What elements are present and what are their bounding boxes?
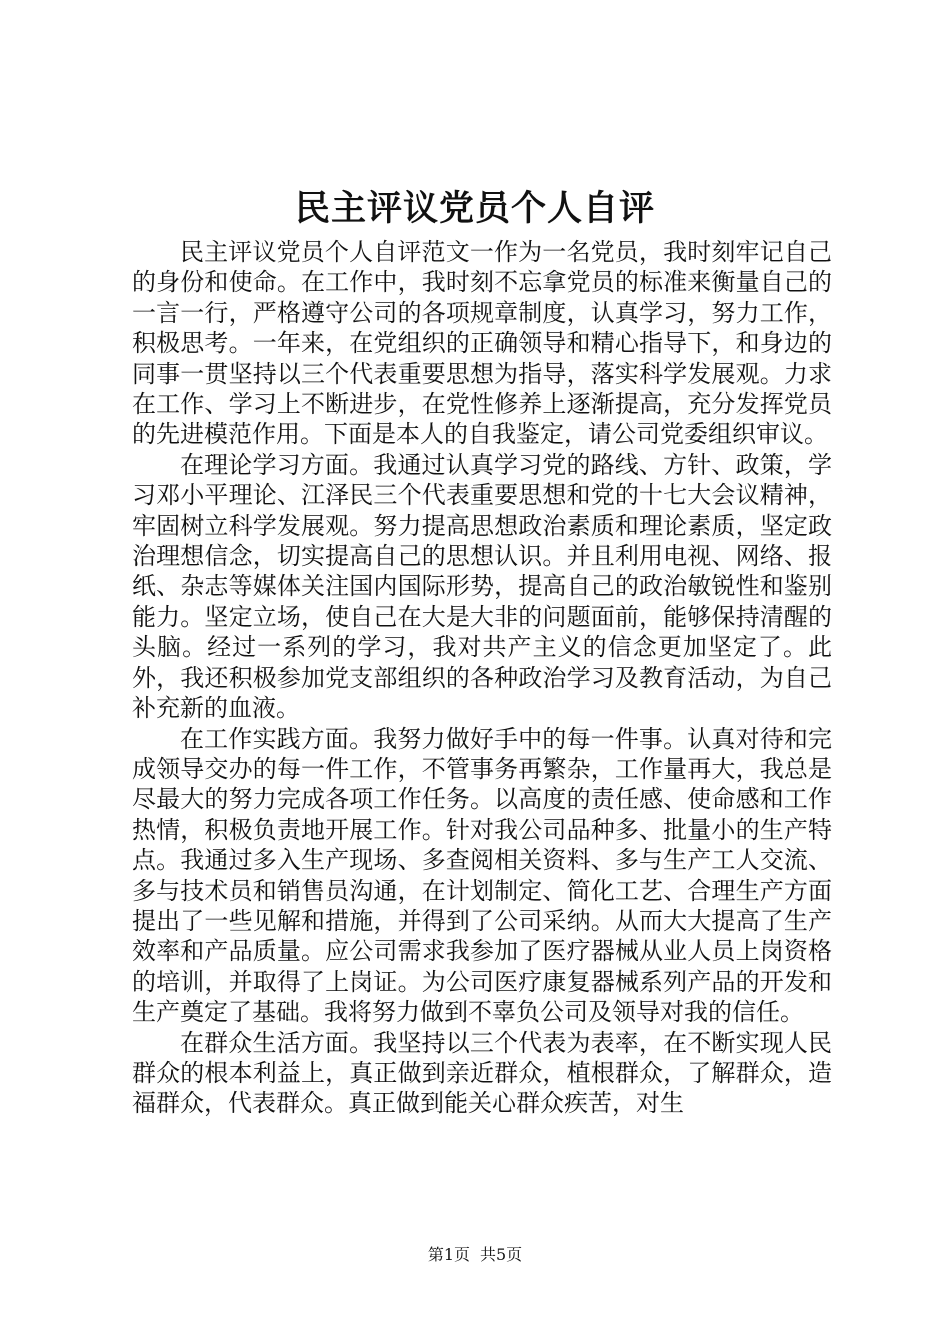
document-title: 民主评议党员个人自评 bbox=[294, 188, 655, 229]
paragraph-theory-study: 在理论学习方面。我通过认真学习党的路线、方针、政策，学习邓小平理论、江泽民三个代表重要思想和党的十七大会议精神，牢固树立科学发展观。努力提高思想政治素质和理论素质，坚定政治理想信念，切实提高自己的思想认识。并且利用电视、网络、报纸、杂志等媒体关注国内国际形势，提高自己的政治敏锐性和鉴别能力。坚定立场，使自己在大是大非的问题面前，能够保持清醒的头脑。经过一系列的学习，我对共产主义的信念更加坚定了。此外，我还积极参加党支部组织的各种政治学习及教育活动，为自己补充新的血液。 bbox=[132, 450, 832, 723]
paragraph-work-practice: 在工作实践方面。我努力做好手中的每一件事。认真对待和完成领导交办的每一件工作，不管事务再繁杂，工作量再大，我总是尽最大的努力完成各项工作任务。以高度的责任感、使命感和工作热情，积极负责地开展工作。针对我公司品种多、批量小的生产特点。我通过多入生产现场、多查阅相关资料、多与生产工人交流、多与技术员和销售员沟通，在计划制定、简化工艺、合理生产方面提出了一些见解和措施，并得到了公司采纳。从而大大提高了生产效率和产品质量。应公司需求我参加了医疗器械从业人员上岗资格的培训，并取得了上岗证。为公司医疗康复器械系列产品的开发和生产奠定了基础。我将努力做到不辜负公司及领导对我的信任。 bbox=[132, 724, 832, 1027]
page-total: 共5页 bbox=[480, 1245, 523, 1264]
paragraph-intro: 民主评议党员个人自评范文一作为一名党员，我时刻牢记自己的身份和使命。在工作中，我时刻不忘拿党员的标准来衡量自己的一言一行，严格遵守公司的各项规章制度，认真学习，努力工作，积极思考。一年来，在党组织的正确领导和精心指导下，和身边的同事一贯坚持以三个代表重要思想为指导，落实科学发展观。力求在工作、学习上不断进步，在党性修养上逐渐提高，充分发挥党员的先进模范作用。下面是本人的自我鉴定，请公司党委组织审议。 bbox=[132, 238, 832, 449]
paragraph-mass-life: 在群众生活方面。我坚持以三个代表为表率，在不断实现人民群众的根本利益上，真正做到亲近群众，植根群众，了解群众，造福群众，代表群众。真正做到能关心群众疾苦，对生 bbox=[132, 1028, 832, 1118]
page-number: 第1页 bbox=[427, 1245, 470, 1264]
page-footer bbox=[0, 1244, 950, 1266]
document-body bbox=[132, 237, 832, 1119]
